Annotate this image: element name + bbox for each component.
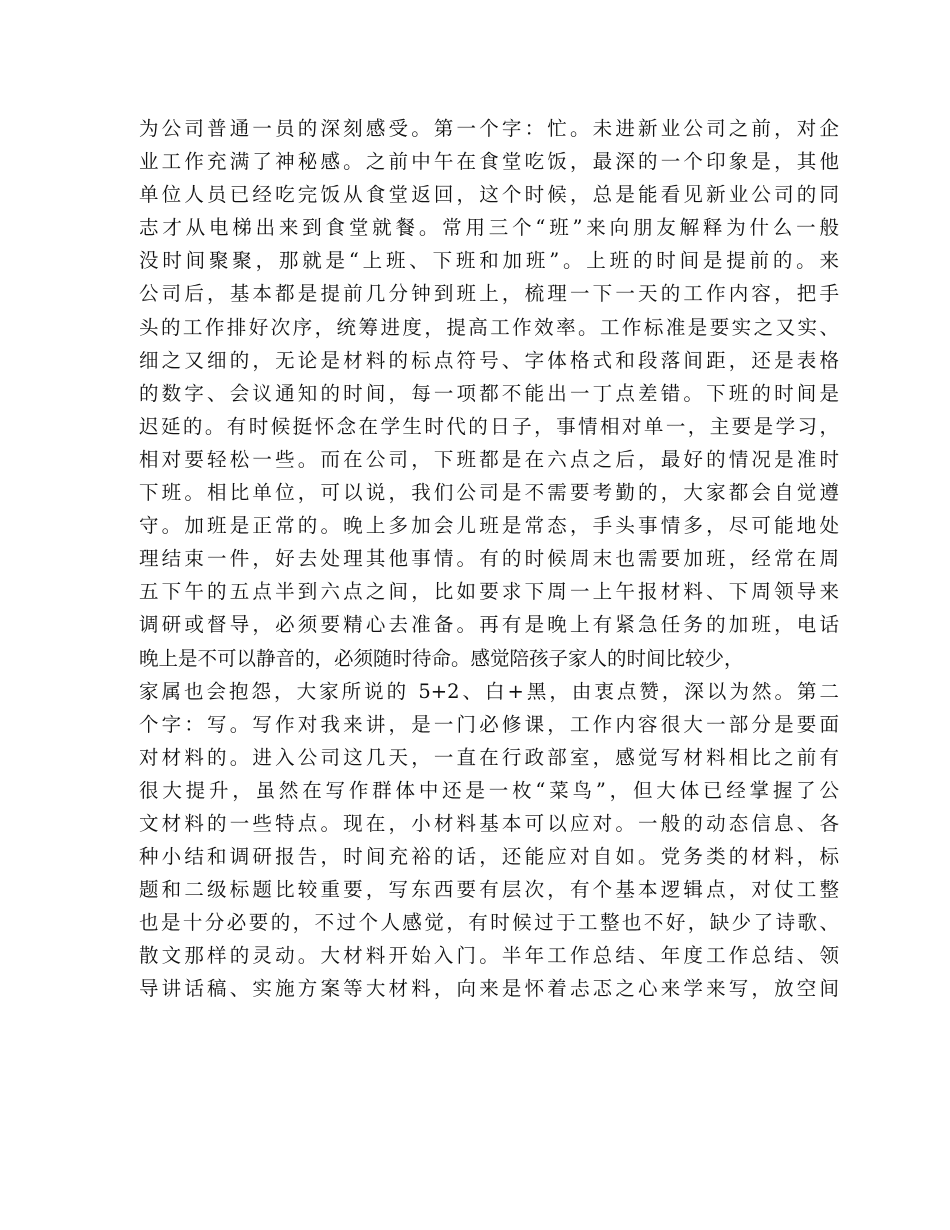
text-line: 没时间聚聚，那就是“上班、下班和加班”。上班的时间是提前的。来	[139, 249, 839, 273]
text-line: 的数字、会议通知的时间，每一项都不能出一丁点差错。下班的时间是	[139, 381, 839, 405]
text-line: 很大提升，虽然在写作群体中还是一枚“菜鸟”，但大体已经掌握了公	[139, 778, 839, 802]
text-line: 种小结和调研报告，时间充裕的话，还能应对自如。党务类的材料，标	[139, 845, 839, 869]
text-line: 导讲话稿、实施方案等大材料，向来是怀着忐忑之心来学来写，放空间	[139, 977, 839, 1001]
text-line: 文材料的一些特点。现在，小材料基本可以应对。一般的动态信息、各	[139, 811, 839, 835]
text-line: 守。加班是正常的。晚上多加会儿班是常态，手头事情多，尽可能地处	[139, 514, 839, 538]
text-line: 题和二级标题比较重要，写东西要有层次，有个基本逻辑点，对仗工整	[139, 878, 839, 902]
text-line: 个字：写。写作对我来讲，是一门必修课，工作内容很大一部分是要面	[139, 712, 839, 736]
text-line: 志才从电梯出来到食堂就餐。常用三个“班”来向朋友解释为什么一般	[139, 216, 839, 240]
text-line: 公司后，基本都是提前几分钟到班上，梳理一下一天的工作内容，把手	[139, 282, 839, 306]
text-line: 迟延的。有时候挺怀念在学生时代的日子，事情相对单一，主要是学习，	[139, 414, 839, 438]
text-line: 下班。相比单位，可以说，我们公司是不需要考勤的，大家都会自觉遵	[139, 481, 839, 505]
text-line: 家属也会抱怨，大家所说的 5+2、白+黑，由衷点赞，深以为然。第二	[139, 679, 839, 703]
text-line: 散文那样的灵动。大材料开始入门。半年工作总结、年度工作总结、领	[139, 944, 839, 968]
text-line: 也是十分必要的，不过个人感觉，有时候过于工整也不好，缺少了诗歌、	[139, 911, 839, 935]
text-line: 对材料的。进入公司这几天，一直在行政部室，感觉写材料相比之前有	[139, 745, 839, 769]
text-line: 相对要轻松一些。而在公司，下班都是在六点之后，最好的情况是准时	[139, 447, 839, 471]
text-line: 单位人员已经吃完饭从食堂返回，这个时候，总是能看见新业公司的同	[139, 183, 839, 207]
text-line: 头的工作排好次序，统筹进度，提高工作效率。工作标准是要实之又实、	[139, 315, 839, 339]
text-line: 晚上是不可以静音的，必须随时待命。感觉陪孩子家人的时间比较少，	[139, 646, 744, 670]
text-line: 调研或督导，必须要精心去准备。再有是晚上有紧急任务的加班，电话	[139, 613, 839, 637]
text-line: 为公司普通一员的深刻感受。第一个字：忙。未进新业公司之前，对企	[139, 117, 839, 140]
text-line: 业工作充满了神秘感。之前中午在食堂吃饭，最深的一个印象是，其他	[139, 150, 839, 174]
text-line: 细之又细的，无论是材料的标点符号、字体格式和段落间距，还是表格	[139, 348, 839, 372]
text-line: 五下午的五点半到六点之间，比如要求下周一上午报材料、下周领导来	[139, 580, 839, 604]
text-line: 理结束一件，好去处理其他事情。有的时候周末也需要加班，经常在周	[139, 547, 839, 571]
body-text	[139, 112, 839, 1006]
